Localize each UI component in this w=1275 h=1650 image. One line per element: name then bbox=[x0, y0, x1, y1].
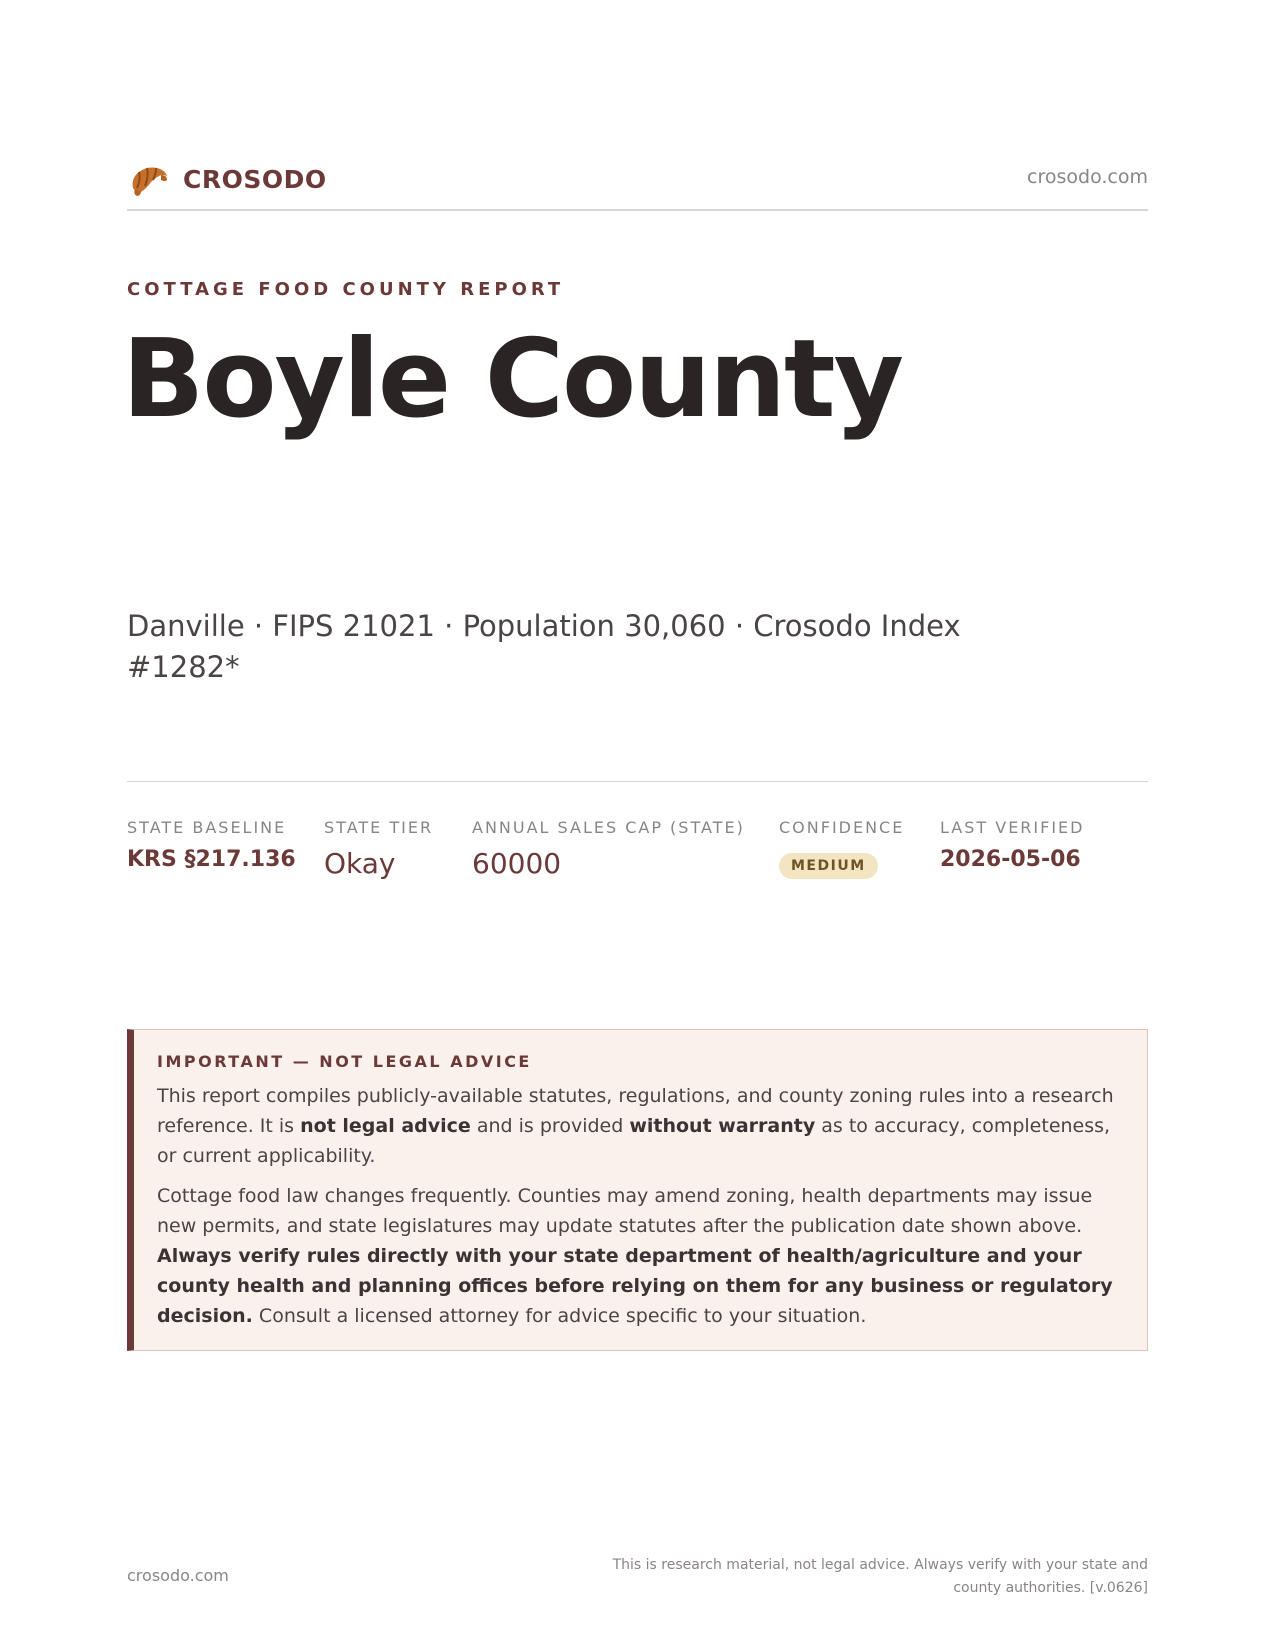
footer-disclaimer: This is research material, not legal advice. Always verify with your state and county authorities. [v.0626] bbox=[612, 1557, 1148, 1596]
emphasis: not legal advice bbox=[300, 1115, 471, 1137]
header-divider bbox=[127, 209, 1148, 211]
stat-label: LAST VERIFIED bbox=[940, 818, 1085, 837]
disclaimer-title: IMPORTANT — NOT LEGAL ADVICE bbox=[157, 1052, 532, 1071]
page-title: Boyle County bbox=[122, 317, 903, 442]
brand-name: CROSODO bbox=[183, 164, 327, 194]
text: This report compiles publicly-available statutes, regulations, and county zoning rules into a research reference. It is bbox=[157, 1085, 1114, 1137]
report-eyebrow: COTTAGE FOOD COUNTY REPORT bbox=[127, 279, 565, 300]
stat-confidence bbox=[779, 818, 904, 879]
stat-label: STATE BASELINE bbox=[127, 818, 287, 837]
stats-divider bbox=[127, 781, 1148, 782]
emphasis: without warranty bbox=[629, 1115, 816, 1137]
footer-site-link[interactable]: crosodo.com bbox=[127, 1566, 229, 1585]
brand[interactable] bbox=[127, 158, 327, 200]
stat-value: Okay bbox=[324, 847, 396, 880]
text: Cottage food law changes frequently. Counties may amend zoning, health departments may issue new permits, and state legislatures may update statutes after the publication date shown above. bbox=[157, 1185, 1093, 1237]
emphasis: Always verify rules directly with your state department of health/agriculture and your county health and planning offices before relying on them for any business or regulatory decision. bbox=[157, 1245, 1113, 1327]
stat-value: 60000 bbox=[472, 847, 562, 880]
county-subtitle: Danville · FIPS 21021 · Population 30,060 · Crosodo Index #1282* bbox=[127, 609, 961, 684]
text: and is provided bbox=[470, 1115, 630, 1137]
stat-value: KRS §217.136 bbox=[127, 847, 296, 872]
text: Consult a licensed attorney for advice specific to your situation. bbox=[252, 1305, 867, 1327]
text: as to accuracy, completeness, or current applicability. bbox=[157, 1115, 1111, 1167]
legal-disclaimer bbox=[127, 1029, 1148, 1351]
stat-last-verified bbox=[940, 818, 1084, 872]
stat-value: 2026-05-06 bbox=[940, 847, 1081, 872]
confidence-badge: MEDIUM bbox=[779, 853, 878, 879]
disclaimer-paragraph bbox=[157, 1181, 1123, 1331]
stat-label: STATE TIER bbox=[324, 818, 434, 837]
stat-state-baseline bbox=[127, 818, 296, 872]
disclaimer-paragraph bbox=[157, 1081, 1123, 1171]
stat-label: ANNUAL SALES CAP (STATE) bbox=[472, 818, 745, 837]
stat-label: CONFIDENCE bbox=[779, 818, 905, 837]
stat-state-tier bbox=[324, 818, 433, 880]
croissant-icon bbox=[127, 158, 169, 200]
stat-annual-sales-cap bbox=[472, 818, 745, 880]
site-link[interactable]: crosodo.com bbox=[1027, 166, 1148, 188]
